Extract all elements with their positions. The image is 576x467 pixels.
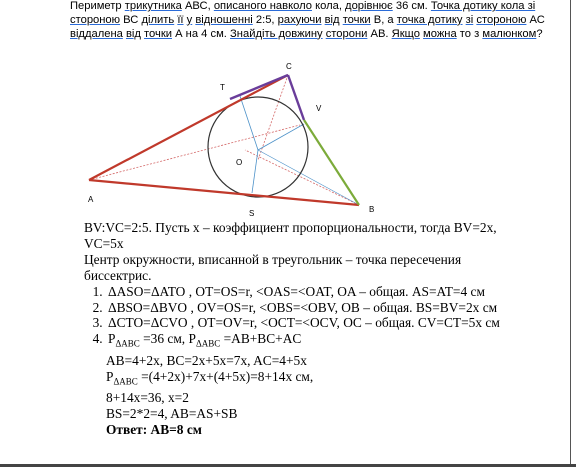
solution-intro-3: Центр окружности, вписанной в треугольник – точка пересечения (84, 251, 462, 267)
label-b: B (369, 205, 375, 214)
problem-fragment: 2:5, (252, 13, 278, 26)
label-t: T (220, 83, 225, 92)
radius-os (252, 150, 258, 193)
problem-fragment: зі (465, 13, 474, 26)
problem-fragment: то з (456, 27, 483, 40)
solution-steps (84, 284, 554, 353)
calc-equation: 8+14x=36, x=2 (106, 390, 189, 406)
perimeter-symbol-2: P (106, 368, 114, 384)
problem-fragment: точка дотику (396, 13, 463, 26)
frame-right-border (570, 0, 571, 467)
problem-fragment: АВС, (181, 0, 214, 12)
problem-fragment: трикутника (124, 0, 182, 12)
problem-fragment: можна (423, 27, 457, 40)
problem-fragment: Точка дотику кола зі (430, 0, 536, 12)
perimeter-value: =36 см, P (139, 331, 196, 347)
problem-fragment: Знайдіть довжину (230, 27, 323, 40)
problem-fragment: її (177, 13, 184, 26)
perimeter-sub-2: ΔABC (195, 339, 221, 350)
perimeter-sub: ΔABC (115, 339, 140, 350)
calc-ab: BS=2*2=4, AB=AS+SB (106, 406, 238, 422)
problem-fragment: кола, (311, 0, 346, 12)
problem-fragment: Периметр (70, 0, 125, 12)
problem-fragment: описаного навколо (213, 0, 312, 12)
solution-intro-4: биссектрис. (84, 267, 152, 283)
side-ac (89, 75, 288, 180)
perimeter-sub-3: ΔABC (113, 376, 138, 387)
answer: Ответ: AB=8 см (106, 422, 202, 438)
label-s: S (249, 209, 255, 218)
problem-fragment: сторони (325, 27, 368, 40)
perimeter-formula: =AB+BC+AC (220, 331, 302, 347)
step-2: 2. ΔBSO=ΔBVO , OV=OS=r, <OBS=<OBV, OB – общая. BS=BV=2x см (106, 300, 554, 316)
perimeter-symbol: P (108, 331, 116, 347)
label-v: V (316, 104, 322, 113)
problem-fragment: А на 4 см. (172, 27, 231, 40)
calc-sides: AB=4+2x, BC=2x+5x=7x, AC=4+5x (106, 352, 307, 368)
step-3: 3. ΔCTO=ΔCVO , OT=OV=r, <OCT=<OCV, OC – общая. CV=CT=5x см (106, 315, 554, 331)
problem-fragment: стороною (70, 13, 121, 26)
problem-fragment: точки (144, 27, 172, 40)
solution-intro-1: BV:VC=2:5. Пусть х – коэффициент пропорциональности, тогда BV=2x, (84, 220, 497, 235)
problem-fragment: ділить (141, 13, 175, 26)
label-o: O (236, 158, 243, 167)
problem-fragment: рахуючи (277, 13, 322, 26)
problem-fragment: Якщо (391, 27, 420, 40)
problem-fragment: малюнком (482, 27, 537, 40)
problem-fragment: у (186, 13, 193, 26)
side-ca-upper (230, 75, 288, 99)
bisector-a (89, 125, 300, 180)
side-cv (288, 75, 304, 120)
triangle-figure (0, 0, 576, 225)
perimeter-expansion: =(4+2x)+7x+(4+5x)=8+14x см, (137, 368, 314, 384)
problem-fragment: ВС (120, 13, 142, 26)
problem-fragment: від (324, 13, 340, 26)
problem-fragment: відношенні (195, 13, 253, 26)
problem-fragment: 36 см. (392, 0, 431, 12)
label-a: A (88, 195, 94, 204)
label-c: C (286, 62, 292, 71)
problem-fragment: дорівнює (345, 0, 393, 12)
radius-ov (258, 124, 304, 150)
problem-fragment: від (125, 27, 141, 40)
step-1: 1. ΔASO=ΔATO , OT=OS=r, <OAS=<OAT, OA – общая. AS=AT=4 см (106, 284, 554, 300)
problem-fragment: точки (342, 13, 371, 26)
radius-ot (240, 96, 258, 150)
calc-perimeter (84, 369, 554, 391)
problem-fragment: стороною (476, 13, 527, 26)
side-vb (304, 120, 359, 205)
problem-fragment: В, а (370, 13, 397, 26)
solution-intro-2: VC=5x (84, 235, 124, 251)
problem-fragment: АВ. (367, 27, 392, 40)
problem-fragment: ? (536, 27, 543, 40)
incircle (208, 97, 308, 197)
step-4 (106, 331, 554, 353)
solution (84, 220, 554, 438)
problem-fragment: віддалена (70, 27, 123, 40)
problem-fragment: АС (526, 13, 545, 26)
